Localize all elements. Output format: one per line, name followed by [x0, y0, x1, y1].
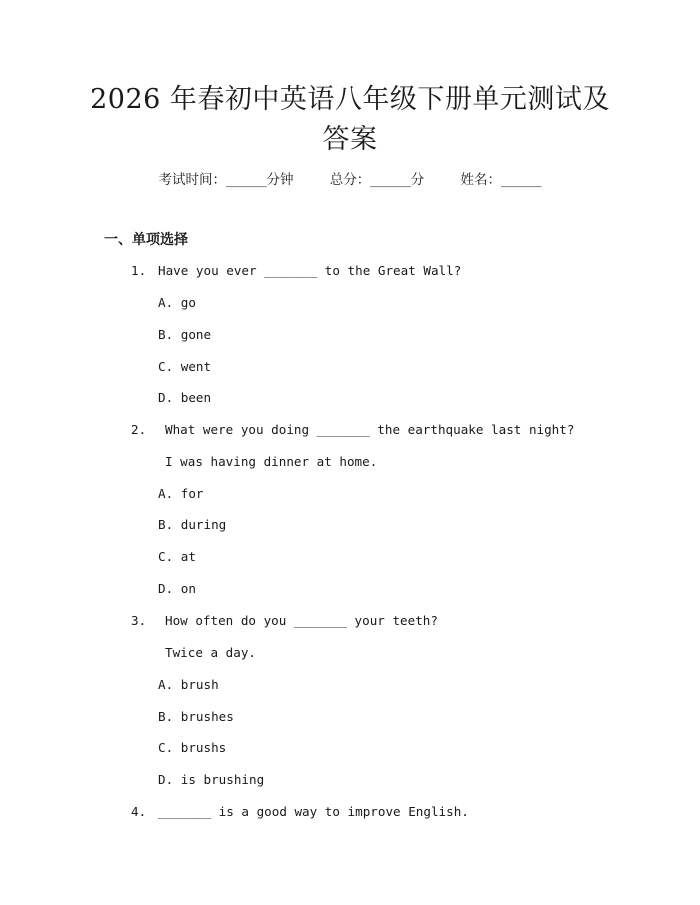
answer-line: Twice a day. [165, 645, 256, 660]
option-d: D. is brushing [158, 772, 265, 787]
option-c: C. brushs [158, 740, 227, 755]
option-a: A. for [158, 486, 204, 501]
exam-name: 姓名：______ [460, 172, 542, 188]
question-number: 1. [131, 263, 147, 278]
exam-meta [0, 168, 700, 188]
question-number: 2. [131, 422, 147, 437]
exam-score: 总分：______分 [329, 172, 425, 188]
question-text: What were you doing _______ the earthquake last night? [165, 422, 575, 437]
option-b: B. brushes [158, 709, 234, 724]
option-a: A. go [158, 295, 196, 310]
option-c: C. went [158, 359, 212, 374]
option-b: B. during [158, 517, 227, 532]
question-number: 4. [131, 804, 147, 819]
question-text: Have you ever _______ to the Great Wall? [158, 263, 462, 278]
section-heading: 一、单项选择 [104, 232, 188, 248]
option-d: D. been [158, 390, 212, 405]
option-a: A. brush [158, 677, 219, 692]
exam-time: 考试时间：______分钟 [158, 172, 294, 188]
option-b: B. gone [158, 327, 212, 342]
page-title: 2026 年春初中英语八年级下册单元测试及答案 [90, 84, 610, 155]
option-c: C. at [158, 549, 196, 564]
question-text: _______ is a good way to improve English. [158, 804, 469, 819]
question-text: How often do you _______ your teeth? [165, 613, 438, 628]
option-d: D. on [158, 581, 196, 596]
question-number: 3. [131, 613, 147, 628]
answer-line: I was having dinner at home. [165, 454, 378, 469]
